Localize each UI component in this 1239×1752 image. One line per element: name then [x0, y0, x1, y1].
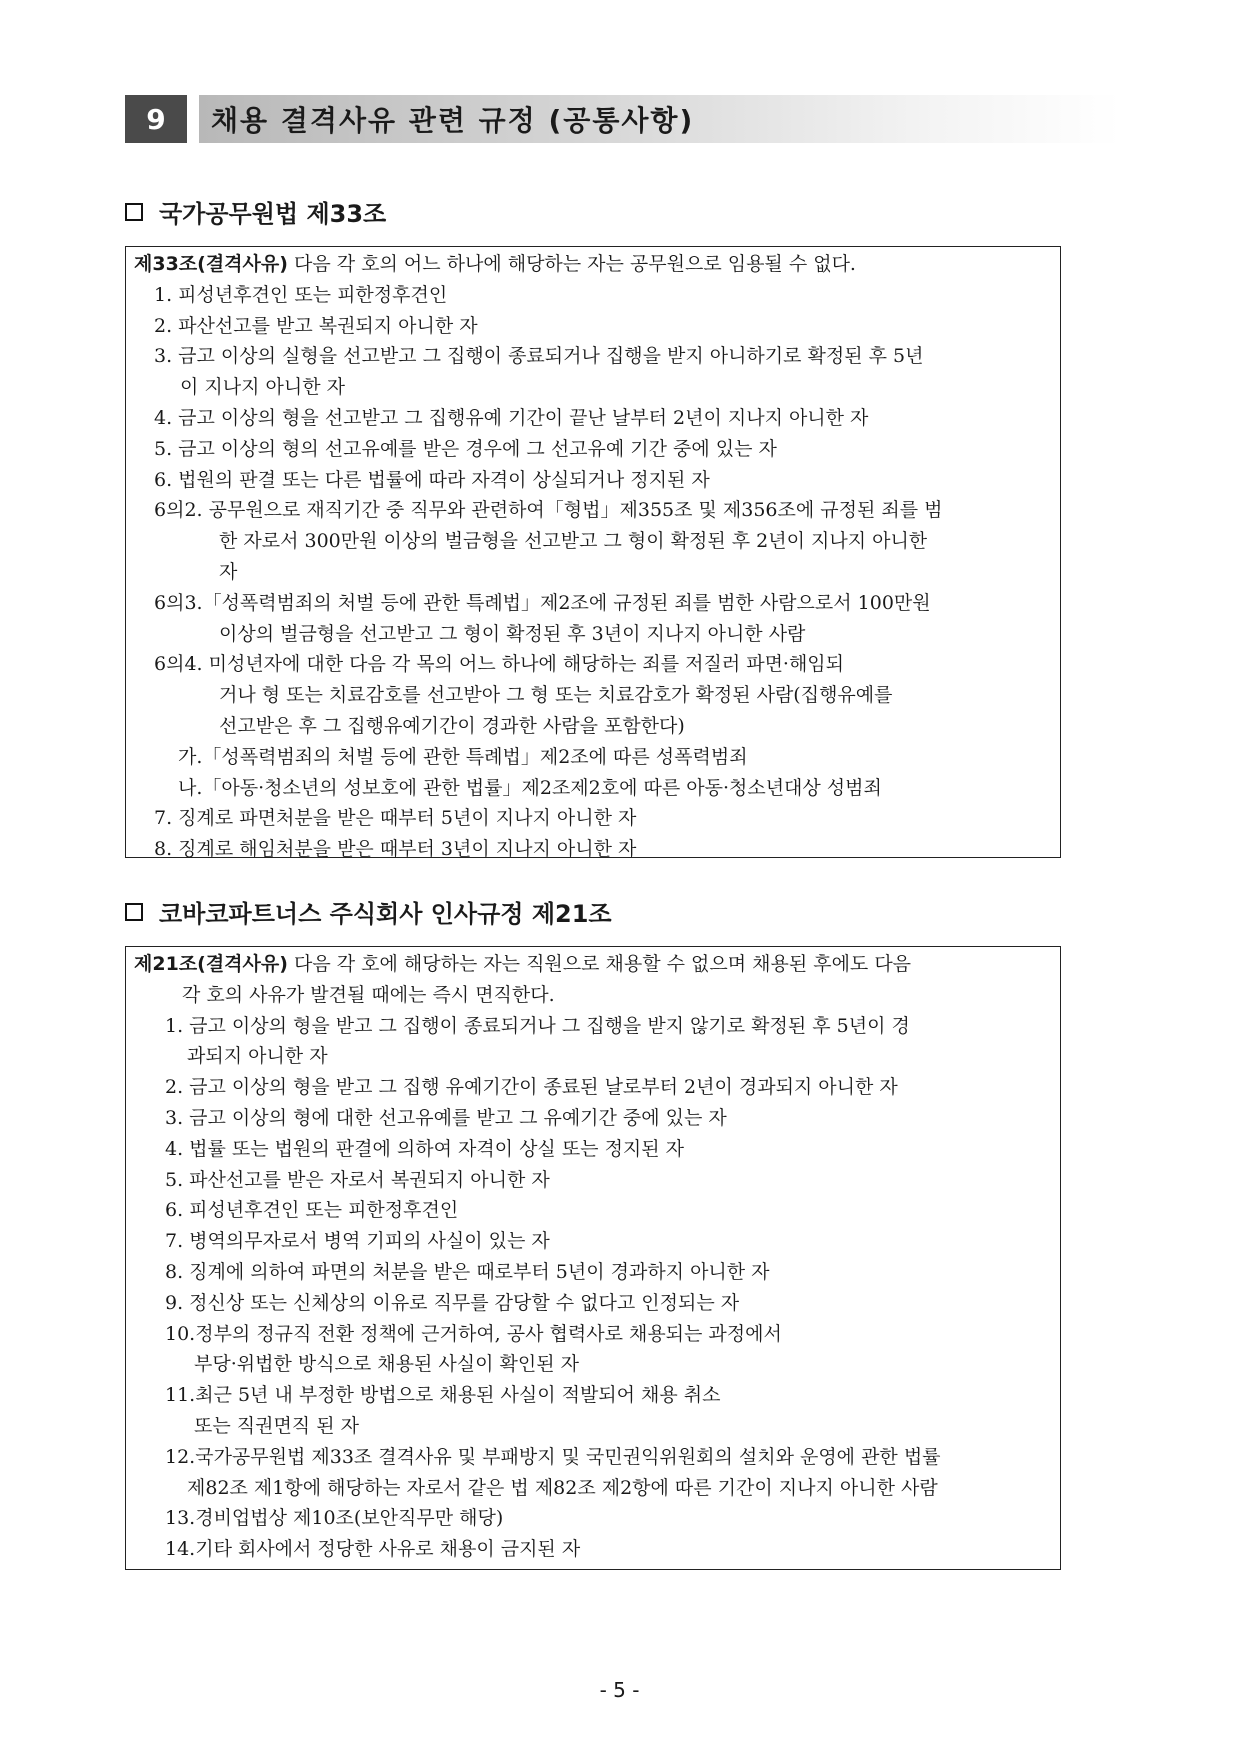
- article-line: 4. 법률 또는 법원의 판결에 의하여 자격이 상실 또는 정지된 자: [165, 1137, 685, 1160]
- article-line: 3. 금고 이상의 형에 대한 선고유예를 받고 그 유예기간 중에 있는 자: [165, 1106, 727, 1129]
- article-line: 이상의 벌금형을 선고받고 그 형이 확정된 후 3년이 지나지 아니한 사람: [219, 622, 806, 645]
- article-line: 8. 징계로 해임처분을 받은 때부터 3년이 지나지 아니한 자: [154, 838, 637, 861]
- article-title: 제33조(결격사유): [134, 253, 288, 275]
- article-line: 4. 금고 이상의 형을 선고받고 그 집행유예 기간이 끝난 날부터 2년이 지나지 아니한 자: [154, 406, 869, 429]
- article-line: 부당·위법한 방식으로 채용된 사실이 확인된 자: [194, 1353, 579, 1376]
- article-box-33: [125, 246, 1061, 861]
- article-line: 6의3.「성폭력범죄의 처벌 등에 관한 특례법」제2조에 규정된 죄를 범한 사람으로서 100만원: [154, 591, 931, 614]
- article-line: 7. 징계로 파면처분을 받은 때부터 5년이 지나지 아니한 자: [154, 807, 637, 830]
- subsection-heading-1-text: 국가공무원법 제33조: [159, 200, 387, 228]
- section-title: 채용 결격사유 관련 규정 (공통사항): [199, 95, 1120, 143]
- page-number: - 5 -: [599, 1678, 640, 1702]
- article-line: 6의4. 미성년자에 대한 다음 각 목의 어느 하나에 해당하는 죄를 저질러 파면·해임되: [154, 653, 845, 676]
- checkbox-square-icon: [125, 903, 143, 921]
- article-line: 제82조 제1항에 해당하는 자로서 같은 법 제82조 제2항에 따른 기간이 지나지 아니한 사람: [187, 1476, 938, 1499]
- article-line: 2. 금고 이상의 형을 받고 그 집행 유예기간이 종료된 날로부터 2년이 경과되지 아니한 자: [165, 1076, 898, 1099]
- article-line: 14.기타 회사에서 정당한 사유로 채용이 금지된 자: [165, 1538, 581, 1561]
- section-header: [125, 95, 1120, 143]
- article-intro: 다음 각 호에 해당하는 자는 직원으로 채용할 수 없으며 채용된 후에도 다음: [287, 953, 912, 975]
- article-line: 6. 법원의 판결 또는 다른 법률에 따라 자격이 상실되거나 정지된 자: [154, 468, 710, 491]
- checkbox-square-icon: [125, 203, 143, 221]
- article-line: 선고받은 후 그 집행유예기간이 경과한 사람을 포함한다): [219, 714, 685, 737]
- article-head: [134, 949, 1052, 980]
- article-head: [134, 249, 1052, 280]
- article-line: 1. 금고 이상의 형을 받고 그 집행이 종료되거나 그 집행을 받지 않기로 확정된 후 5년이 경: [165, 1014, 910, 1037]
- article-line: 5. 금고 이상의 형의 선고유예를 받은 경우에 그 선고유예 기간 중에 있는 자: [154, 437, 777, 460]
- article-line: 8. 징계에 의하여 파면의 처분을 받은 때로부터 5년이 경과하지 아니한 자: [165, 1260, 770, 1283]
- article-line: 9. 정신상 또는 신체상의 이유로 직무를 감당할 수 없다고 인정되는 자: [165, 1291, 740, 1314]
- article-line: 3. 금고 이상의 실형을 선고받고 그 집행이 종료되거나 집행을 받지 아니하기로 확정된 후 5년: [154, 345, 924, 368]
- section-number: 9: [125, 95, 187, 143]
- article-line: 13.경비업법상 제10조(보안직무만 해당): [165, 1507, 504, 1530]
- article-line: 6. 피성년후견인 또는 피한정후견인: [165, 1199, 459, 1222]
- article-title: 제21조(결격사유): [134, 953, 288, 975]
- article-line: 6의2. 공무원으로 재직기간 중 직무와 관련하여「형법」제355조 및 제356조에 규정된 죄를 범: [154, 499, 943, 522]
- article-line: 이 지나지 아니한 자: [180, 376, 345, 399]
- article-line: 나.「아동·청소년의 성보호에 관한 법률」제2조제2호에 따른 아동·청소년대상 성범죄: [178, 776, 882, 799]
- subsection-heading-2-text: 코바코파트너스 주식회사 인사규정 제21조: [159, 900, 612, 928]
- article-line: 과되지 아니한 자: [187, 1045, 328, 1068]
- article-box-21: [125, 946, 1061, 1570]
- article-line: 5. 파산선고를 받은 자로서 복권되지 아니한 자: [165, 1168, 550, 1191]
- article-line: 2. 파산선고를 받고 복권되지 아니한 자: [154, 314, 478, 337]
- article-line: 한 자로서 300만원 이상의 벌금형을 선고받고 그 형이 확정된 후 2년이 지나지 아니한: [219, 530, 928, 553]
- article-intro-cont: 각 호의 사유가 발견될 때에는 즉시 면직한다.: [182, 983, 555, 1006]
- article-line: 1. 피성년후견인 또는 피한정후견인: [154, 283, 448, 306]
- article-line: 또는 직권면직 된 자: [194, 1414, 359, 1437]
- article-line: 거나 형 또는 치료감호를 선고받아 그 형 또는 치료감호가 확정된 사람(집행유예를: [219, 684, 893, 707]
- article-line: 11.최근 5년 내 부정한 방법으로 채용된 사실이 적발되어 채용 취소: [165, 1384, 721, 1407]
- article-line: 자: [219, 560, 238, 583]
- article-intro: 다음 각 호의 어느 하나에 해당하는 자는 공무원으로 임용될 수 없다.: [287, 253, 856, 275]
- article-line: 가.「성폭력범죄의 처벌 등에 관한 특례법」제2조에 따른 성폭력범죄: [178, 745, 748, 768]
- subsection-heading-2: [125, 894, 612, 929]
- subsection-heading-1: [125, 194, 386, 229]
- article-line: 10.정부의 정규직 전환 정책에 근거하여, 공사 협력사로 채용되는 과정에서: [165, 1322, 782, 1345]
- article-line: 7. 병역의무자로서 병역 기피의 사실이 있는 자: [165, 1230, 550, 1253]
- article-line: 12.국가공무원법 제33조 결격사유 및 부패방지 및 국민권익위원회의 설치와 운영에 관한 법률: [165, 1445, 941, 1468]
